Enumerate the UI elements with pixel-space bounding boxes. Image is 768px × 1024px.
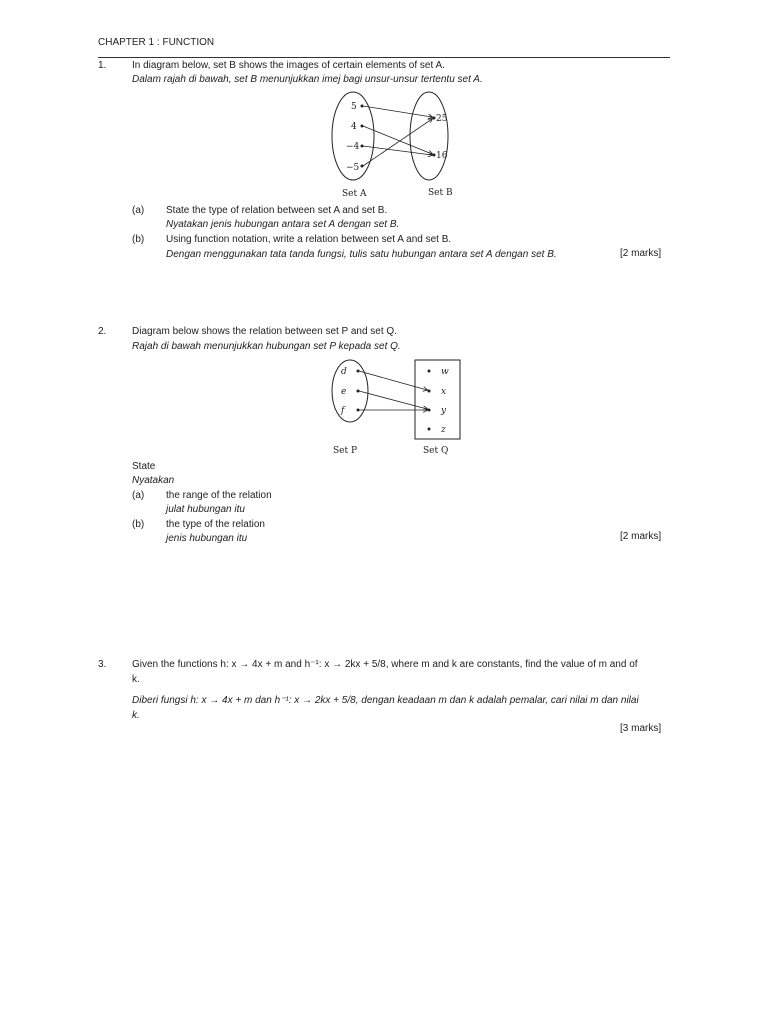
- mapping-arrow: [359, 391, 427, 409]
- set-p-ellipse: [332, 360, 368, 422]
- q2-arrow-diagram: [325, 357, 465, 457]
- mapping-arrow: [363, 106, 432, 117]
- set-q-element: z: [441, 425, 446, 435]
- q1-a-label: (a): [132, 205, 145, 216]
- set-a-label: Set A: [342, 189, 367, 199]
- q1-b-ms: Dengan menggunakan tata tanda fungsi, tulis satu hubungan antara set A dengan set B.: [166, 249, 557, 260]
- q1-a-ms: Nyatakan jenis hubungan antara set A dengan set B.: [166, 219, 400, 230]
- set-b-label: Set B: [428, 188, 453, 198]
- set-p-element: f: [341, 406, 345, 416]
- q3-line2-ms: k.: [132, 710, 140, 721]
- q1-marks: [2 marks]: [620, 248, 662, 259]
- q2-state-en: State: [132, 461, 156, 472]
- q1-b-en: Using function notation, write a relation between set A and set B.: [166, 234, 452, 245]
- set-b-element: 16: [436, 151, 448, 161]
- set-b-ellipse: [410, 92, 448, 180]
- q2-stem-ms: Rajah di bawah menunjukkan hubungan set P kepada set Q.: [132, 341, 401, 352]
- q3-line1-en: Given the functions h: x → 4x + m and h⁻¹: x → 2kx + 5/8, where m and k are constants, find the value of m and of: [132, 659, 638, 670]
- q2-b-ms: jenis hubungan itu: [166, 533, 248, 544]
- q2-a-en: the range of the relation: [166, 490, 272, 501]
- q1-a-en: State the type of relation between set A and set B.: [166, 205, 388, 216]
- q2-marks: [2 marks]: [620, 531, 662, 542]
- set-a-element: 5: [351, 102, 357, 112]
- q1-arrow-diagram: [325, 88, 465, 200]
- set-q-label: Set Q: [423, 446, 449, 456]
- set-q-box: [415, 360, 460, 439]
- q3-line2-en: k.: [132, 674, 140, 685]
- set-a-element: −4: [346, 142, 360, 152]
- q1-stem-en: In diagram below, set B shows the images of certain elements of set A.: [132, 60, 445, 71]
- mapping-arrow: [359, 371, 427, 390]
- q2-state-ms: Nyatakan: [132, 475, 175, 486]
- q1-number: 1.: [98, 60, 107, 71]
- q3-number: 3.: [98, 659, 107, 670]
- set-q-element: x: [441, 387, 447, 397]
- chapter-title: CHAPTER 1 : FUNCTION: [98, 37, 215, 48]
- q3-line1-ms: Diberi fungsi h: x → 4x + m dan h⁻¹: x → 2kx + 5/8, dengan keadaan m dan k adalah pemalar, cari nilai m dan nilai: [132, 695, 639, 706]
- q2-a-ms: julat hubungan itu: [166, 504, 245, 515]
- set-a-element: 4: [351, 122, 357, 132]
- q3-marks: [3 marks]: [620, 723, 662, 734]
- q2-a-label: (a): [132, 490, 145, 501]
- set-q-element: y: [441, 406, 447, 416]
- q2-b-label: (b): [132, 519, 145, 530]
- q2-stem-en: Diagram below shows the relation between set P and set Q.: [132, 326, 397, 337]
- q1-b-label: (b): [132, 234, 145, 245]
- set-p-label: Set P: [333, 446, 358, 456]
- set-p-element: e: [341, 387, 347, 397]
- q2-number: 2.: [98, 326, 107, 337]
- q1-stem-ms: Dalam rajah di bawah, set B menunjukkan imej bagi unsur-unsur tertentu set A.: [132, 74, 483, 85]
- set-a-element: −5: [346, 163, 360, 173]
- q2-b-en: the type of the relation: [166, 519, 265, 530]
- set-b-element: 25: [436, 114, 448, 124]
- set-p-element: d: [341, 367, 347, 377]
- header-rule: [98, 57, 670, 58]
- set-q-element: w: [441, 367, 449, 377]
